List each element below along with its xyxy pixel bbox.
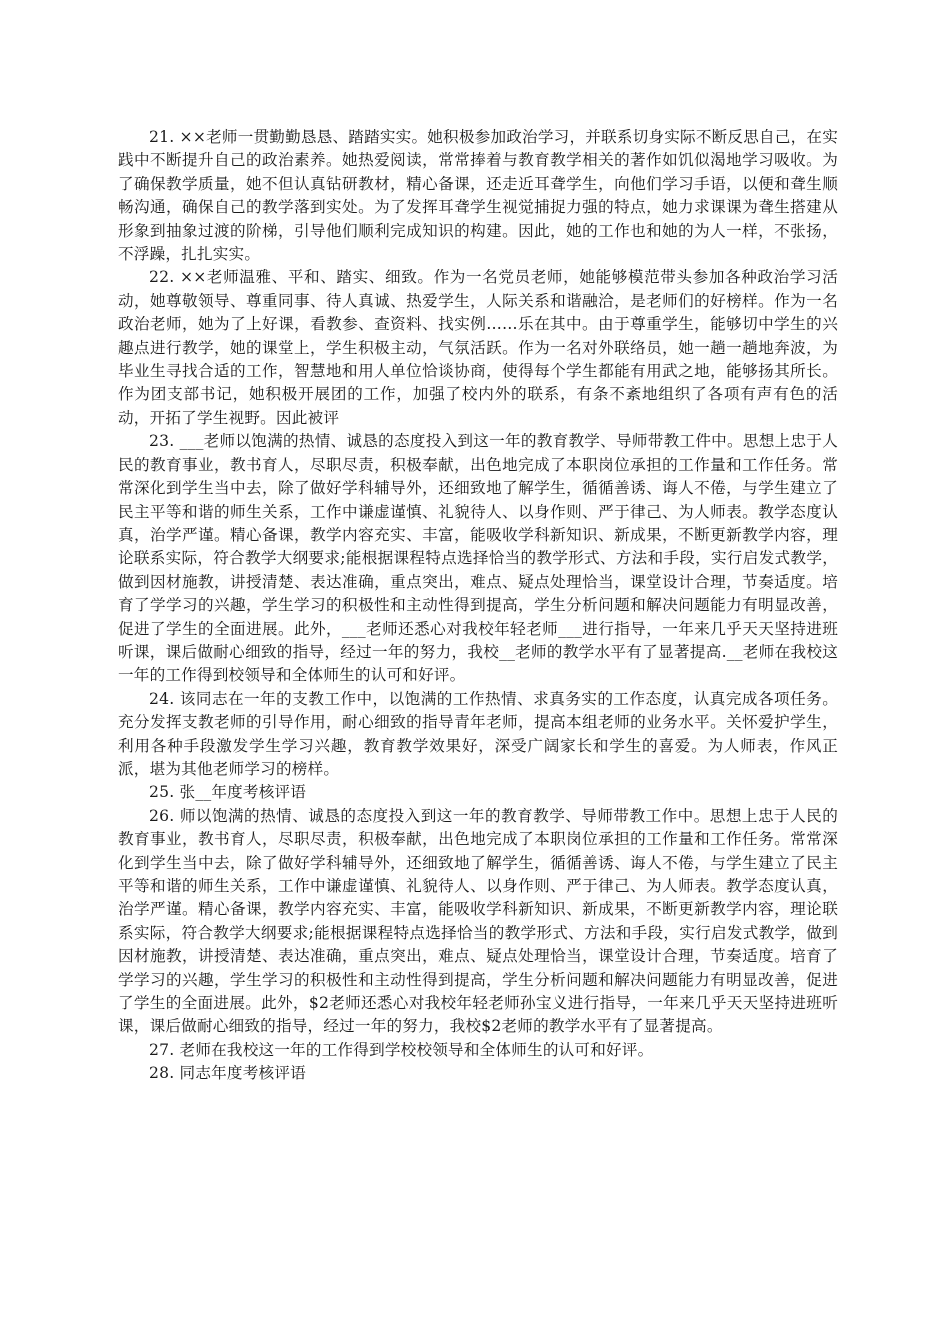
document-body <box>118 126 838 1086</box>
paragraph-23: 23. ___老师以饱满的热情、诚恳的态度投入到这一年的教育教学、导师带教工件中。思想上忠于人民的教育事业，教书育人，尽职尽责，积极奉献，出色地完成了本职岗位承担的工作量和工作任务。常常深化到学生当中去，除了做好学科辅导外，还细致地了解学生，循循善诱、诲人不倦，与学生建立了民主平等和谐的师生关系，工作中谦虚谨慎、礼貌待人、以身作则、严于律己、为人师表。教学态度认真，治学严谨。精心备课，教学内容充实、丰富，能吸收学科新知识、新成果，不断更新教学内容，理论联系实际，符合教学大纲要求;能根据课程特点选择恰当的教学形式、方法和手段，实行启发式教学，做到因材施教，讲授清楚、表达准确，重点突出，难点、疑点处理恰当，课堂设计合理，节奏适度。培育了学学习的兴趣，学生学习的积极性和主动性得到提高，学生分析问题和解决问题能力有明显改善，促进了学生的全面进展。此外，___老师还悉心对我校年轻老师___进行指导，一年来几乎天天坚持进班听课，课后做耐心细致的指导，经过一年的努力，我校__老师的教学水平有了显著提高.__老师在我校这一年的工作得到校领导和全体师生的认可和好评。 <box>118 432 838 685</box>
paragraph-21: 21. ××老师一贯勤勤恳恳、踏踏实实。她积极参加政治学习，并联系切身实际不断反思自己，在实践中不断提升自己的政治素养。她热爱阅读，常常捧着与教育教学相关的著作如饥似渴地学习吸收。为了确保教学质量，她不但认真钻研教材，精心备课，还走近耳聋学生，向他们学习手语，以便和聋生顺畅沟通，确保自己的教学落到实处。为了发挥耳聋学生视觉捕捉力强的特点，她力求课课为聋生搭建从形象到抽象过渡的阶梯，引导他们顺利完成知识的构建。因此，她的工作也和她的为人一样，不张扬，不浮躁，扎扎实实。 <box>118 128 838 264</box>
paragraph-24: 24. 该同志在一年的支教工作中，以饱满的工作热情、求真务实的工作态度，认真完成各项任务。充分发挥支教老师的引导作用，耐心细致的指导青年老师，提高本组老师的业务水平。关怀爱护学生，利用各种手段激发学生学习兴趣，教育教学效果好，深受广阔家长和学生的喜爱。为人师表，作风正派，堪为其他老师学习的榜样。 <box>118 689 838 778</box>
paragraph-22: 22. ××老师温雅、平和、踏实、细致。作为一名党员老师，她能够模范带头参加各种政治学习活动，她尊敬领导、尊重同事、待人真诚、热爱学生，人际关系和谐融洽，是老师们的好榜样。作为一名政治老师，她为了上好课，看教参、查资料、找实例……乐在其中。由于尊重学生，能够切中学生的兴趣点进行教学，她的课堂上，学生积极主动，气氛活跃。作为一名对外联络员，她一趟一趟地奔波，为毕业生寻找合适的工作，智慧地和用人单位恰谈协商，使得每个学生都能有用武之地，能够扬其所长。作为团支部书记，她积极开展团的工作，加强了校内外的联系，有条不紊地组织了各项有声有色的活动，开拓了学生视野。因此被评 <box>118 268 838 427</box>
paragraph-25: 25. 张__年度考核评语 <box>149 783 307 802</box>
paragraph-26: 26. 师以饱满的热情、诚恳的态度投入到这一年的教育教学、导师带教工作中。思想上忠于人民的教育事业，教书育人，尽职尽责，积极奉献，出色地完成了本职岗位承担的工作量和工作任务。常常深化到学生当中去，除了做好学科辅导外，还细致地了解学生，循循善诱、诲人不倦，与学生建立了民主平等和谐的师生关系，工作中谦虚谨慎、礼貌待人、以身作则、严于律己、为人师表。教学态度认真，治学严谨。精心备课，教学内容充实、丰富，能吸收学科新知识、新成果，不断更新教学内容，理论联系实际，符合教学大纲要求;能根据课程特点选择恰当的教学形式、方法和手段，实行启发式教学，做到因材施教，讲授清楚、表达准确，重点突出，难点、疑点处理恰当，课堂设计合理，节奏适度。培育了学学习的兴趣，学生学习的积极性和主动性得到提高，学生分析问题和解决问题能力有明显改善，促进了学生的全面进展。此外，$2老师还悉心对我校年轻老师孙宝义进行指导，一年来几乎天天坚持进班听课，课后做耐心细致的指导，经过一年的努力，我校$2老师的教学水平有了显著提高。 <box>118 806 838 1036</box>
paragraph-28: 28. 同志年度考核评语 <box>149 1064 306 1083</box>
paragraph-27: 27. 老师在我校这一年的工作得到学校校领导和全体师生的认可和好评。 <box>149 1040 654 1059</box>
